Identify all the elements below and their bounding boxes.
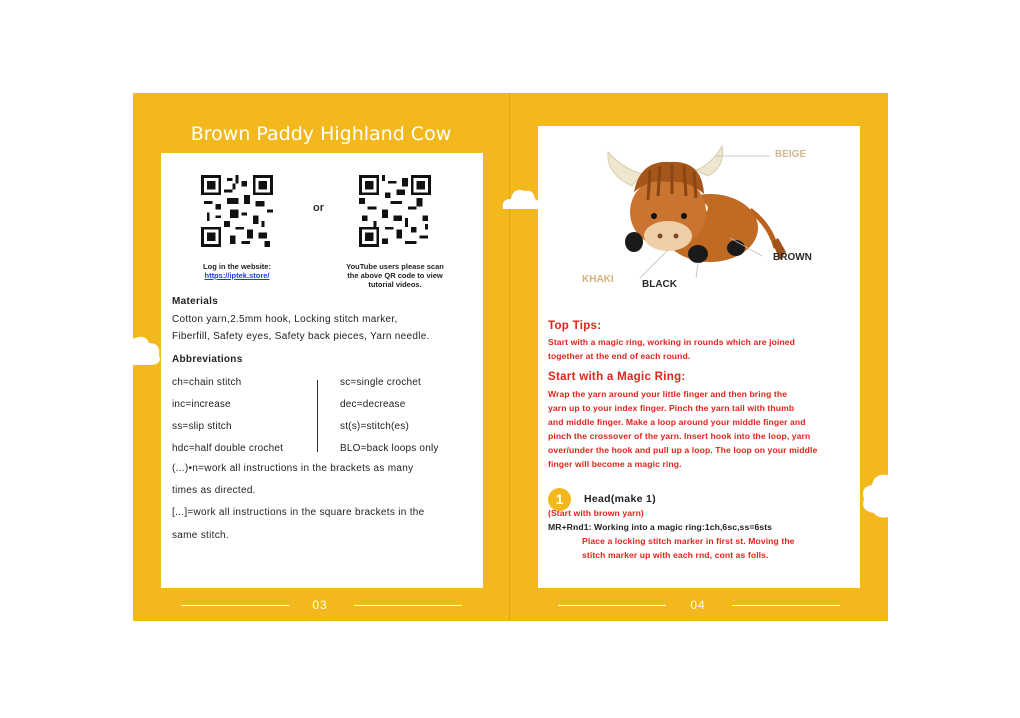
abbreviation-item: BLO=back loops only (340, 443, 439, 454)
website-link[interactable]: https://iptek.store/ (204, 271, 270, 280)
abbreviation-row (172, 396, 472, 418)
qr-website-caption-text: Log in the website: (203, 262, 271, 271)
page-number-left: 03 (312, 598, 328, 612)
step-number-badge: 1 (548, 488, 571, 511)
abbreviation-item: st(s)=stitch(es) (340, 421, 410, 432)
square-brackets-note-line-2: same stitch. (172, 530, 229, 541)
materials-heading: Materials (172, 296, 219, 307)
abbreviation-item: ss=slip stitch (172, 421, 232, 432)
round-1-instruction: MR+Rnd1: Working into a magic ring:1ch,6sc,ss=6sts (548, 522, 773, 532)
qr-website-caption (181, 262, 293, 280)
round-1-note-line-2: stitch marker up with each rnd, cont as folls. (582, 550, 769, 560)
magic-ring-line: pinch the crossover of the yarn. Insert hook into the loop, yarn (548, 431, 811, 441)
magic-ring-line: over/under the hook and pull up a loop. The loop on your middle (548, 445, 818, 455)
footer-rule (732, 605, 840, 606)
cloud-decoration-right (860, 471, 888, 521)
materials-line-1: Cotton yarn,2.5mm hook, Locking stitch marker, (172, 314, 398, 325)
label-khaki: KHAKI (582, 274, 614, 285)
qr-youtube-caption-line-1: YouTube users please scan (346, 262, 444, 271)
qr-youtube-caption (331, 262, 459, 289)
cloud-decoration-left (133, 329, 163, 369)
qr-youtube-caption-line-3: tutorial videos. (368, 280, 422, 289)
label-beige: BEIGE (775, 149, 807, 160)
label-black: BLACK (642, 279, 677, 290)
magic-ring-line: finger will become a magic ring. (548, 459, 682, 469)
abbreviation-item: ch=chain stitch (172, 377, 242, 388)
abbreviation-item: inc=increase (172, 399, 231, 410)
magic-ring-line: and middle finger. Make a loop around your middle finger and (548, 417, 806, 427)
brackets-note-line-2: times as directed. (172, 485, 256, 496)
step-title: Head(make 1) (584, 493, 656, 505)
abbreviations-heading: Abbreviations (172, 354, 243, 365)
abbreviation-item: sc=single crochet (340, 377, 421, 388)
magic-ring-line: Wrap the yarn around your little finger and then bring the (548, 389, 788, 399)
page-fold (509, 93, 510, 621)
qr-youtube-caption-line-2: the above QR code to view (347, 271, 443, 280)
abbreviation-row (172, 440, 472, 462)
top-tips-line-1: Start with a magic ring, working in rounds which are joined (548, 337, 796, 347)
square-brackets-note-line-1: [...]=work all instructions in the square brackets in the (172, 507, 425, 518)
brackets-note-line-1: (...)•n=work all instructions in the brackets as many (172, 463, 414, 474)
label-brown: BROWN (773, 252, 812, 263)
top-tips-text (548, 335, 854, 363)
abbreviation-row (172, 374, 472, 396)
qr-code-website (201, 175, 273, 247)
magic-ring-heading: Start with a Magic Ring: (548, 371, 686, 383)
page-title: Brown Paddy Highland Cow (190, 123, 452, 145)
right-content-panel (538, 126, 860, 588)
top-tips-line-2: together at the end of each round. (548, 351, 691, 361)
magic-ring-text (548, 387, 854, 471)
cloud-decoration-center (501, 185, 541, 215)
booklet-spread (133, 93, 888, 621)
page-number-right: 04 (690, 598, 706, 612)
abbreviations-divider (317, 380, 318, 452)
magic-ring-line: yarn up to your index finger. Pinch the yarn tail with thumb (548, 403, 795, 413)
abbreviation-row (172, 418, 472, 440)
footer-rule (354, 605, 462, 606)
round-1-note (582, 534, 852, 562)
materials-line-2: Fiberfill, Safety eyes, Safety back pieces, Yarn needle. (172, 331, 430, 342)
left-content-panel (161, 153, 483, 588)
abbreviation-item: dec=decrease (340, 399, 406, 410)
footer-rule (558, 605, 666, 606)
highland-cow-illustration (580, 130, 800, 290)
qr-or-text: or (313, 202, 324, 214)
step-color-note: (Start with brown yarn) (548, 508, 644, 518)
abbreviation-item: hdc=half double crochet (172, 443, 284, 454)
abbreviations-table (172, 374, 472, 462)
footer-rule (181, 605, 289, 606)
round-1-note-line-1: Place a locking stitch marker in first st. Moving the (582, 536, 795, 546)
top-tips-heading: Top Tips: (548, 320, 602, 332)
qr-code-youtube (359, 175, 431, 247)
